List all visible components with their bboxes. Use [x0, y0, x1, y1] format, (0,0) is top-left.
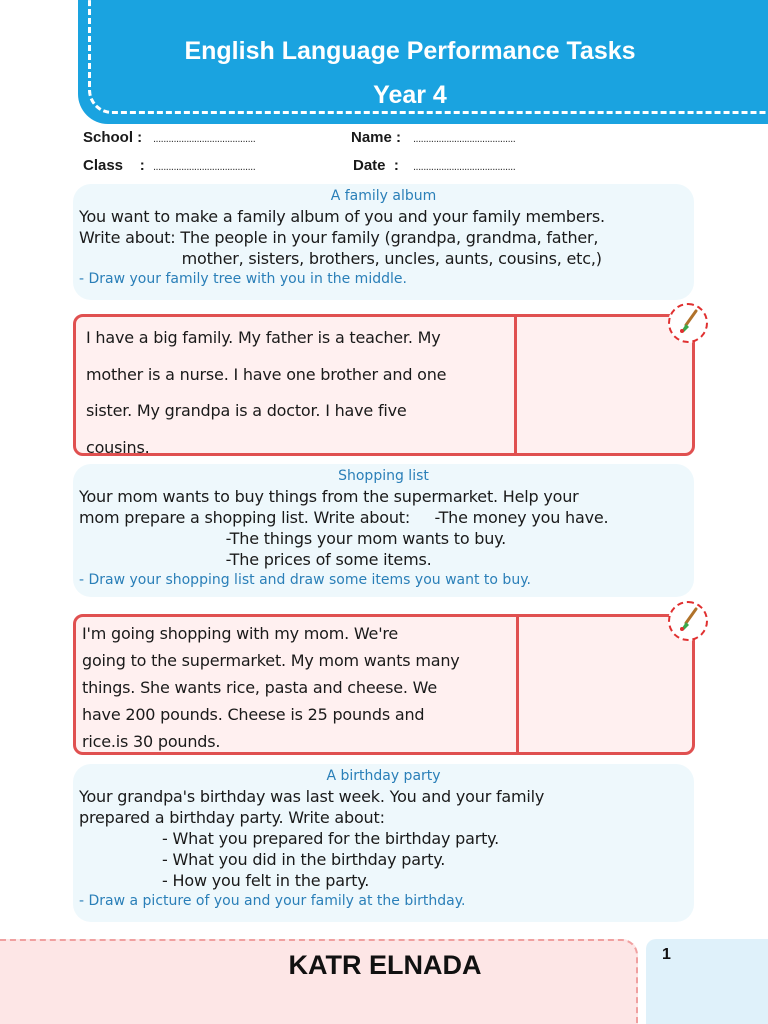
task-line: - How you felt in the party.	[79, 871, 370, 890]
task-line: - What you did in the birthday party.	[79, 850, 446, 869]
task-hint: - Draw your family tree with you in the middle.	[79, 271, 407, 287]
answer-box-shopping[interactable]	[73, 614, 695, 755]
answer-line: sister. My grandpa is a doctor. I have five	[86, 401, 407, 420]
task-title: Shopping list	[338, 468, 429, 484]
answer-divider	[514, 314, 517, 456]
answer-text	[86, 320, 446, 466]
answer-line: I'm going shopping with my mom. We're	[82, 624, 399, 643]
answer-box-family[interactable]	[73, 314, 695, 456]
task-title: A birthday party	[326, 768, 441, 784]
school-label: School :	[83, 129, 143, 146]
answer-line: have 200 pounds. Cheese is 25 pounds and	[82, 705, 425, 724]
task-family-album	[73, 184, 694, 300]
task-hint: - Draw a picture of you and your family at the birthday.	[79, 893, 466, 909]
task-shopping-list	[73, 464, 694, 597]
answer-line: things. She wants rice, pasta and cheese. We	[82, 678, 438, 697]
answer-text	[82, 620, 460, 755]
answer-line: I have a big family. My father is a teacher. My	[86, 328, 441, 347]
answer-line: mother is a nurse. I have one brother and one	[86, 364, 447, 384]
date-field[interactable]: ........................................	[413, 161, 516, 173]
answer-line: cousins.	[86, 437, 150, 457]
date-label: Date :	[353, 157, 399, 174]
answer-line: rice.is 30 pounds.	[82, 732, 221, 751]
task-line: -The prices of some items.	[79, 550, 432, 569]
paintbrush-icon	[668, 303, 708, 343]
task-line: Your grandpa's birthday was last week. You and your family	[79, 787, 545, 806]
class-label: Class :	[83, 157, 145, 174]
answer-divider	[516, 614, 519, 755]
task-line: -The things your mom wants to buy.	[79, 529, 507, 548]
paintbrush-icon	[668, 601, 708, 641]
task-birthday-party	[73, 764, 694, 922]
task-title: A family album	[330, 188, 437, 204]
page-subtitle: Year 4	[373, 81, 447, 109]
task-line: mother, sisters, brothers, uncles, aunts, cousins, etc,)	[79, 249, 602, 268]
task-line: prepared a birthday party. Write about:	[79, 808, 385, 827]
footer-name: KATR ELNADA	[288, 950, 482, 980]
task-line: mom prepare a shopping list. Write about: -The money you have.	[79, 508, 609, 527]
task-hint: - Draw your shopping list and draw some items you want to buy.	[79, 572, 531, 588]
class-field[interactable]: ........................................	[153, 161, 256, 173]
task-line: Write about: The people in your family (grandpa, grandma, father,	[79, 228, 599, 247]
task-line: - What you prepared for the birthday party.	[79, 829, 500, 848]
page-title: English Language Performance Tasks	[184, 37, 636, 65]
task-line: Your mom wants to buy things from the supermarket. Help your	[79, 487, 579, 506]
name-field[interactable]: ........................................	[413, 133, 516, 145]
name-label: Name :	[351, 129, 402, 146]
page-number: 1	[662, 946, 671, 963]
answer-line: going to the supermarket. My mom wants many	[82, 651, 460, 670]
school-field[interactable]: ........................................	[153, 133, 256, 145]
task-line: You want to make a family album of you and your family members.	[79, 207, 605, 226]
